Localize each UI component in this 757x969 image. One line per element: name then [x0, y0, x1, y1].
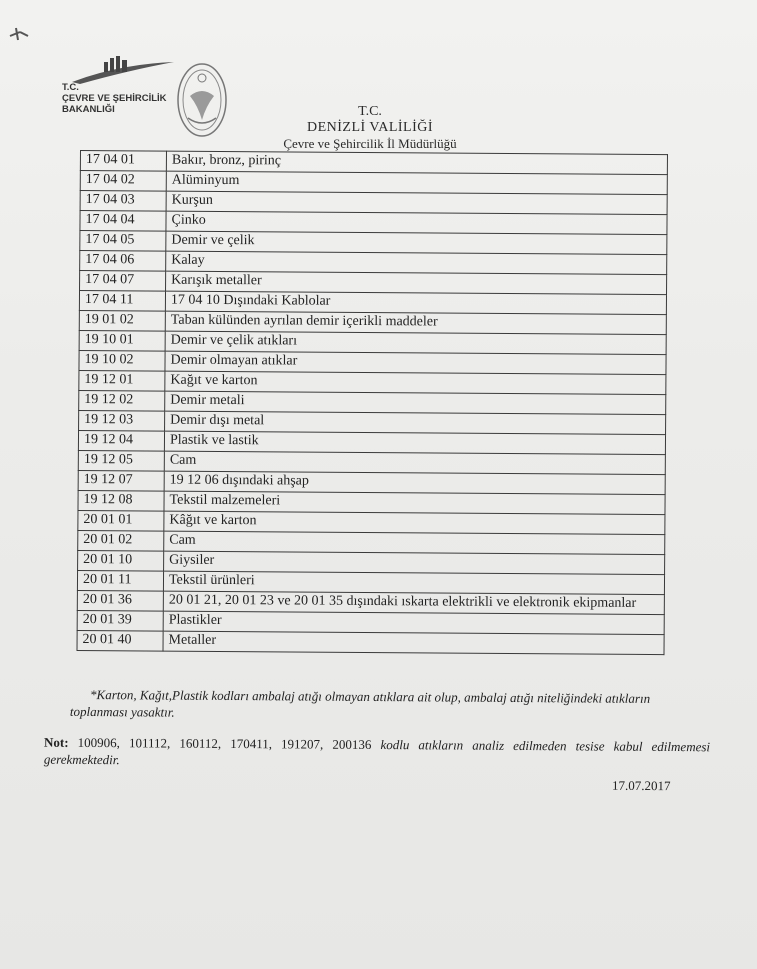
waste-description-cell: Plastik ve lastik — [164, 431, 665, 454]
logo-line-2: ÇEVRE VE ŞEHİRCİLİK — [62, 93, 167, 104]
waste-description-cell: Çinko — [166, 211, 667, 234]
document-header — [220, 104, 520, 152]
waste-code-cell: 17 04 01 — [80, 151, 166, 172]
waste-description-cell: 17 04 10 Dışındaki Kablolar — [165, 291, 666, 314]
header-line-2: DENİZLİ VALİLİĞİ — [306, 120, 434, 135]
waste-description-cell: Plastikler — [163, 611, 664, 634]
waste-code-table — [77, 150, 668, 655]
waste-code-cell: 17 04 05 — [80, 231, 166, 252]
note-codes: 100906, 101112, 160112, 170411, 191207, 200136 — [77, 734, 372, 752]
waste-code-cell: 20 01 01 — [78, 510, 164, 531]
waste-code-cell: 19 12 05 — [78, 450, 164, 471]
waste-code-table-body — [77, 151, 667, 655]
logo-line-1: T.C. — [62, 82, 79, 93]
waste-description-cell: Kalay — [166, 251, 667, 274]
waste-code-cell: 17 04 02 — [80, 171, 166, 192]
waste-code-cell: 20 01 10 — [78, 550, 164, 571]
logo-line-3: BAKANLIĞI — [62, 104, 115, 115]
waste-code-cell: 20 01 02 — [78, 530, 164, 551]
pen-mark — [8, 26, 32, 46]
header-line-1: T.C. — [358, 104, 382, 119]
note — [44, 734, 710, 773]
waste-description-cell: Demir metali — [165, 391, 666, 414]
waste-description-cell: Karışık metaller — [166, 271, 667, 294]
note-text: kodlu atıkların analiz edilmeden tesise kabul edilmemesi gerekmektedir. — [43, 737, 711, 768]
waste-description-cell: Bakır, bronz, pirinç — [166, 151, 667, 174]
waste-code-cell: 17 04 06 — [80, 251, 166, 272]
waste-description-cell: Demir ve çelik atıkları — [165, 331, 666, 354]
waste-code-cell: 19 12 07 — [78, 470, 164, 491]
waste-code-cell: 20 01 11 — [77, 570, 163, 591]
waste-code-cell: 19 10 02 — [79, 350, 165, 371]
waste-description-cell: Kurşun — [166, 191, 667, 214]
waste-code-cell: 19 12 03 — [79, 410, 165, 431]
footnote: *Karton, Kağıt,Plastik kodları ambalaj atığı olmayan atıklara ait olup, ambalaj atığı niteliğindeki atıkların toplanması yasaktır. — [69, 687, 651, 720]
waste-description-cell: Kağıt ve karton — [165, 371, 666, 394]
waste-code-cell: 20 01 40 — [77, 630, 163, 651]
waste-code-cell: 20 01 36 — [77, 590, 163, 611]
waste-code-cell: 19 10 01 — [79, 330, 165, 351]
waste-description-cell: Tekstil ürünleri — [163, 571, 664, 594]
waste-description-cell: Cam — [164, 451, 665, 474]
waste-description-cell: Alüminyum — [166, 171, 667, 194]
waste-code-cell: 19 01 02 — [79, 310, 165, 331]
waste-description-cell: 20 01 21, 20 01 23 ve 20 01 35 dışındaki ıskarta elektrikli ve elektronik ekipmanlar — [163, 591, 664, 614]
document-date: 17.07.2017 — [611, 777, 671, 794]
waste-description-cell: Metaller — [163, 631, 664, 654]
waste-description-cell: Kâğıt ve karton — [164, 511, 665, 534]
note-label: Not: — [44, 734, 69, 750]
waste-code-cell: 20 01 39 — [77, 610, 163, 631]
waste-description-cell: Taban külünden ayrılan demir içerikli maddeler — [165, 311, 666, 334]
waste-code-cell: 19 12 01 — [79, 370, 165, 391]
waste-description-cell: Demir olmayan atıklar — [165, 351, 666, 374]
waste-description-cell: Cam — [164, 531, 665, 554]
waste-description-cell: 19 12 06 dışındaki ahşap — [164, 471, 665, 494]
waste-code-cell: 17 04 11 — [79, 291, 165, 312]
waste-code-cell: 17 04 07 — [80, 271, 166, 292]
waste-code-cell: 17 04 04 — [80, 211, 166, 232]
waste-description-cell: Giysiler — [164, 551, 665, 574]
waste-code-cell: 19 12 04 — [78, 430, 164, 451]
table-row — [77, 630, 664, 654]
waste-description-cell: Demir dışı metal — [165, 411, 666, 434]
header-line-3: Çevre ve Şehircilik İl Müdürlüğü — [283, 136, 457, 151]
waste-description-cell: Demir ve çelik — [166, 231, 667, 254]
waste-code-cell: 19 12 08 — [78, 490, 164, 511]
waste-description-cell: Tekstil malzemeleri — [164, 491, 665, 514]
waste-code-cell: 19 12 02 — [79, 390, 165, 411]
waste-code-cell: 17 04 03 — [80, 191, 166, 212]
